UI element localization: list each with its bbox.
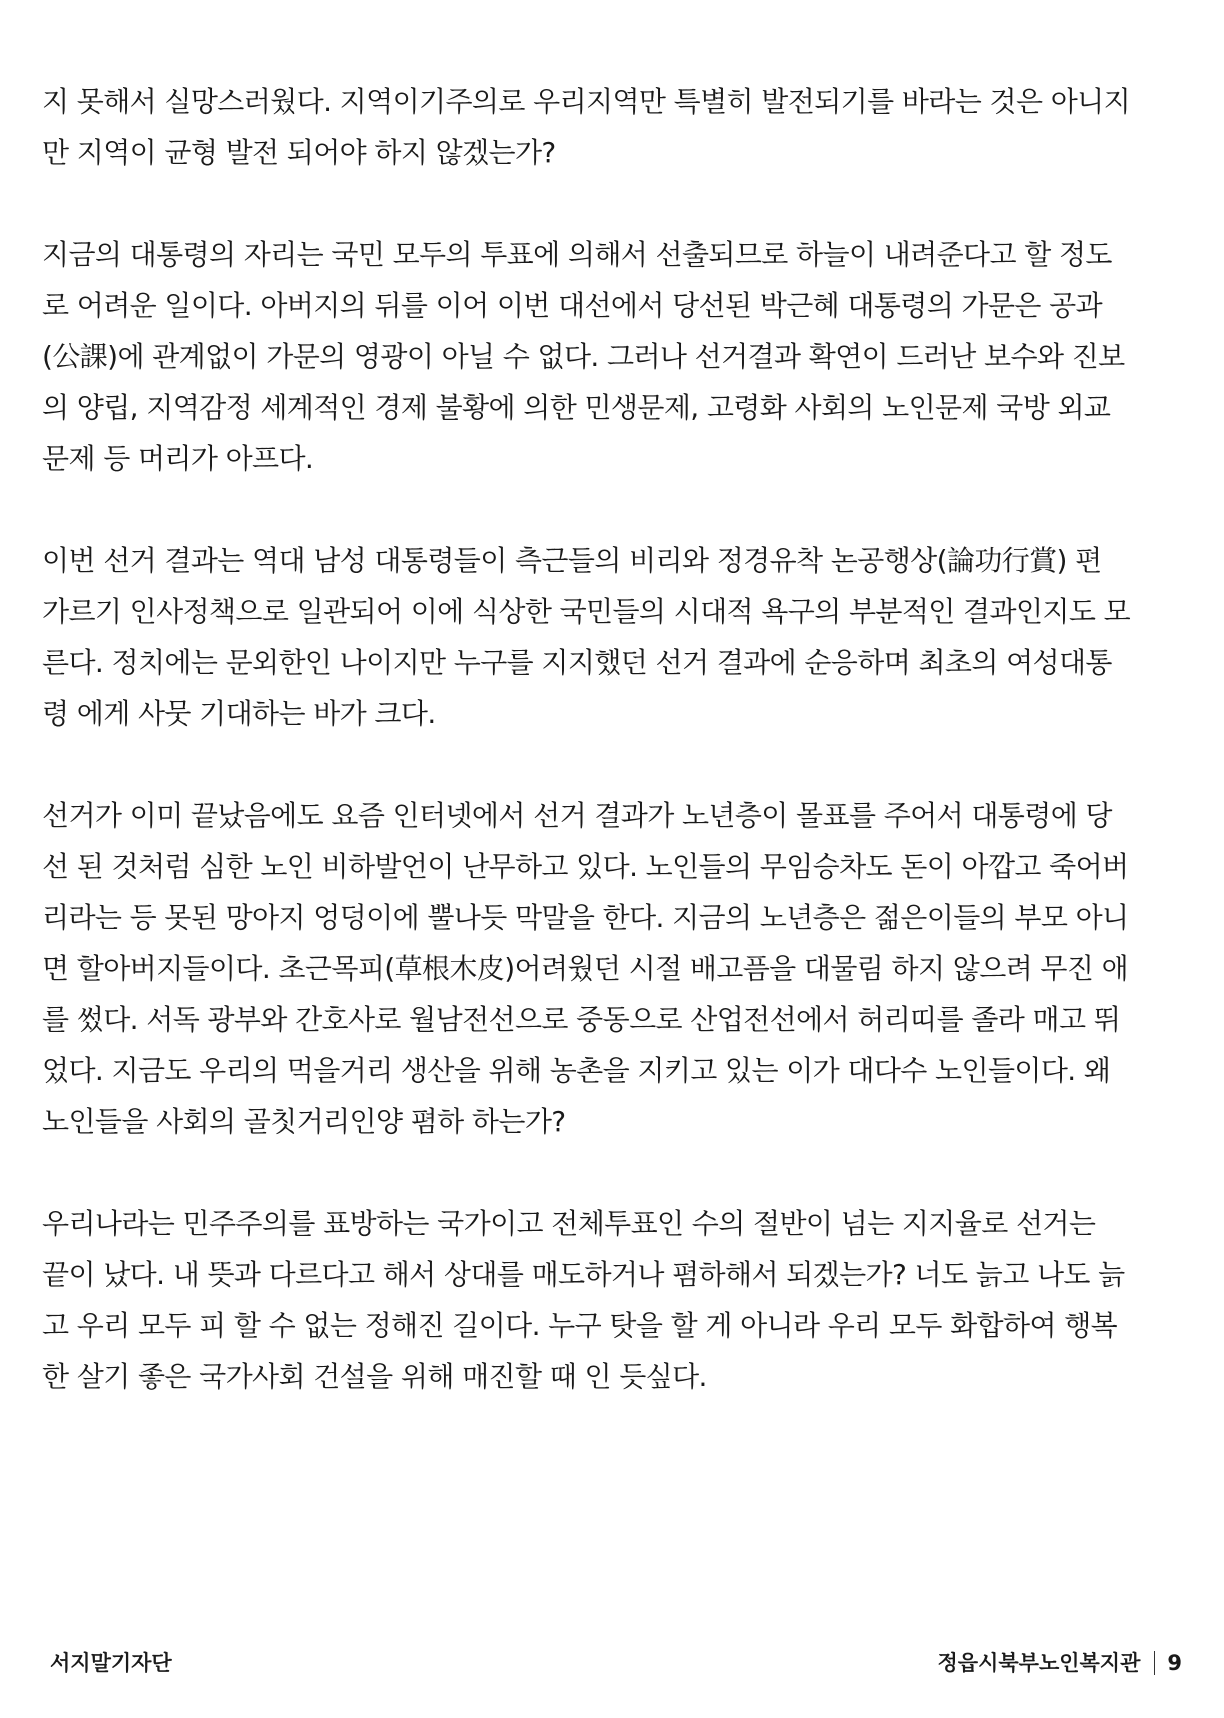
footer-organization-label: 정읍시북부노인복지관 [937,1651,1141,1675]
text-line: 끝이 났다. 내 뜻과 다르다고 해서 상대를 매도하거나 폄하해서 되겠는가? 너도 늙고 나도 늙 [42,1258,1125,1291]
text-line: 리라는 등 못된 망아지 엉덩이에 뿔나듯 막말을 한다. 지금의 노년층은 젊은이들의 부모 아니 [42,901,1129,934]
text-line: 문제 등 머리가 아프다. [42,442,314,475]
text-line: 노인들을 사회의 골칫거리인양 폄하 하는가? [42,1105,566,1138]
article-body [42,76,1182,1453]
text-line: 한 살기 좋은 국가사회 건설을 위해 매진할 때 인 듯싶다. [42,1360,707,1393]
text-line: 면 할아버지들이다. 초근목피(草根木皮)어려웠던 시절 배고픔을 대물림 하지 않으려 무진 애 [42,952,1129,985]
text-line: 지금의 대통령의 자리는 국민 모두의 투표에 의해서 선출되므로 하늘이 내려준다고 할 정도 [42,238,1112,271]
text-line: 었다. 지금도 우리의 먹을거리 생산을 위해 농촌을 지키고 있는 이가 대다수 노인들이다. 왜 [42,1054,1111,1087]
paragraph [42,790,1182,1147]
page-footer [50,1648,1182,1678]
footer-right-group [938,1648,1182,1678]
text-line: 로 어려운 일이다. 아버지의 뒤를 이어 이번 대선에서 당선된 박근혜 대통령의 가문은 공과 [42,289,1103,322]
text-line: 를 썼다. 서독 광부와 간호사로 월남전선으로 중동으로 산업전선에서 허리띠를 졸라 매고 뛰 [42,1003,1121,1036]
text-line: 가르기 인사정책으로 일관되어 이에 식상한 국민들의 시대적 욕구의 부분적인 결과인지도 모 [42,595,1131,628]
text-line: 지 못해서 실망스러웠다. 지역이기주의로 우리지역만 특별히 발전되기를 바라는 것은 아니지 [42,85,1131,118]
footer-publisher-label: 서지말기자단 [50,1651,172,1675]
text-line: 만 지역이 균형 발전 되어야 하지 않겠는가? [42,136,556,169]
paragraph [42,535,1182,739]
text-line: (公課)에 관계없이 가문의 영광이 아닐 수 없다. 그러나 선거결과 확연이 드러난 보수와 진보 [42,340,1125,373]
text-line: 이번 선거 결과는 역대 남성 대통령들이 측근들의 비리와 정경유착 논공행상(論功行賞) 편 [42,544,1102,577]
text-line: 의 양립, 지역감정 세계적인 경제 불황에 의한 민생문제, 고령화 사회의 노인문제 국방 외교 [42,391,1111,424]
text-line: 선거가 이미 끝났음에도 요즘 인터넷에서 선거 결과가 노년층이 몰표를 주어서 대통령에 당 [42,799,1112,832]
page-number: 9 [1167,1651,1182,1675]
text-line: 령 에게 사뭇 기대하는 바가 크다. [42,697,436,730]
footer-divider [1154,1651,1155,1675]
text-line: 선 된 것처럼 심한 노인 비하발언이 난무하고 있다. 노인들의 무임승차도 돈이 아깝고 죽어버 [42,850,1129,883]
text-line: 고 우리 모두 피 할 수 없는 정해진 길이다. 누구 탓을 할 게 아니라 우리 모두 화합하여 행복 [42,1309,1118,1342]
paragraph [42,229,1182,484]
text-line: 우리나라는 민주주의를 표방하는 국가이고 전체투표인 수의 절반이 넘는 지지율로 선거는 [42,1207,1096,1240]
paragraph [42,1198,1182,1402]
text-line: 른다. 정치에는 문외한인 나이지만 누구를 지지했던 선거 결과에 순응하며 최초의 여성대통 [42,646,1112,679]
paragraph [42,76,1182,178]
